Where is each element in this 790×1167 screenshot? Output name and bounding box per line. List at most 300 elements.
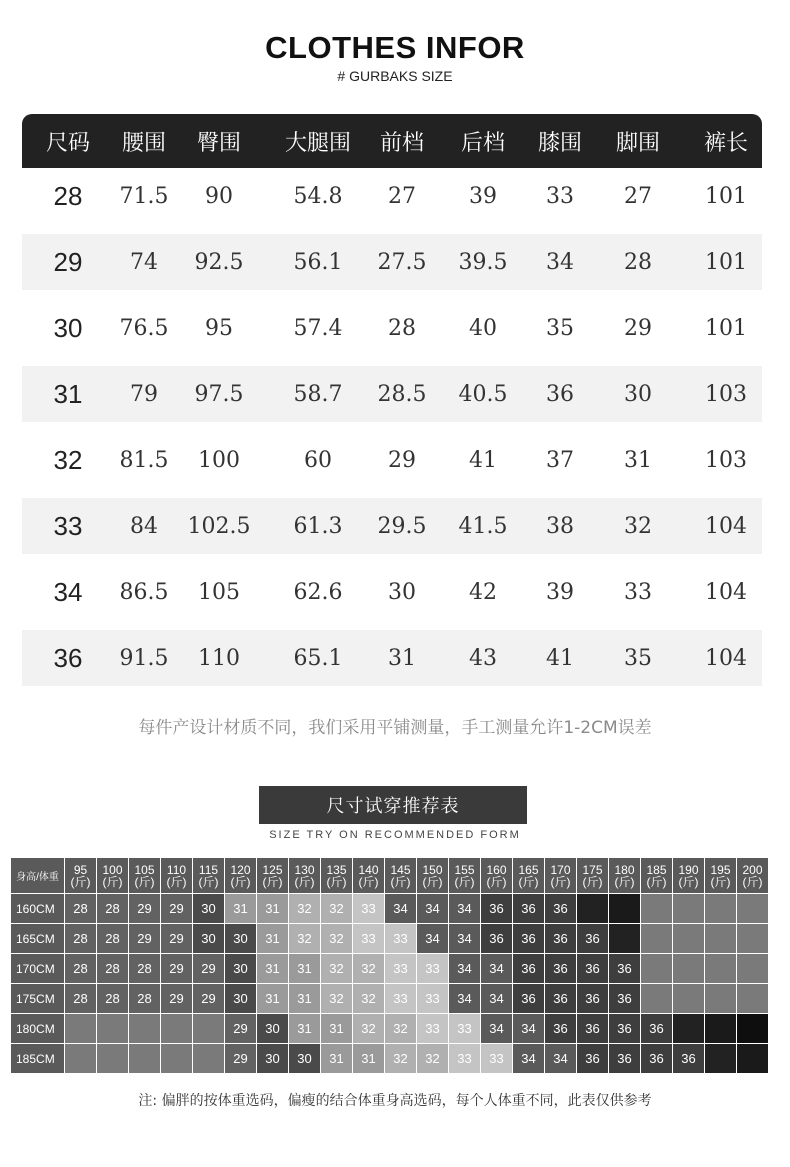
grid-cell: 31	[289, 1014, 321, 1044]
grid-cell	[673, 984, 705, 1014]
table-cell: 41.5	[458, 513, 508, 539]
table-cell: 33	[546, 183, 574, 209]
grid-cell: 36	[641, 1044, 673, 1074]
grid-cell	[641, 924, 673, 954]
grid-cell: 32	[353, 984, 385, 1014]
grid-cell: 36	[481, 894, 513, 924]
grid-cell: 29	[225, 1044, 257, 1074]
grid-cell: 30	[225, 924, 257, 954]
weight-header	[321, 858, 353, 894]
table-cell: 38	[546, 513, 574, 539]
table-cell: 29.5	[377, 513, 427, 539]
grid-cell: 32	[385, 1014, 417, 1044]
grid-cell	[65, 1044, 97, 1074]
grid-cell: 29	[161, 894, 193, 924]
size-label: 32	[53, 444, 83, 475]
page-subtitle: # GURBAKS SIZE	[337, 68, 453, 84]
table-cell: 61.3	[293, 513, 343, 539]
grid-cell	[129, 1014, 161, 1044]
grid-cell: 32	[353, 954, 385, 984]
table-cell: 81.5	[119, 447, 169, 473]
grid-cell: 31	[257, 954, 289, 984]
table-cell: 110	[198, 645, 240, 671]
grid-cell: 36	[545, 1014, 577, 1044]
grid-cell: 30	[225, 984, 257, 1014]
grid-cell: 32	[321, 954, 353, 984]
weight-header	[193, 858, 225, 894]
table-cell: 90	[205, 183, 233, 209]
grid-cell: 28	[129, 984, 161, 1014]
grid-cell	[641, 954, 673, 984]
weight-header	[257, 858, 289, 894]
grid-cell: 32	[385, 1044, 417, 1074]
weight-unit: (斤)	[198, 874, 219, 889]
weight-header	[289, 858, 321, 894]
grid-cell: 36	[577, 1014, 609, 1044]
grid-cell	[609, 924, 641, 954]
table-cell: 102.5	[187, 513, 251, 539]
grid-cell: 34	[449, 984, 481, 1014]
grid-cell: 32	[289, 894, 321, 924]
table-cell: 56.1	[293, 249, 343, 275]
grid-cell: 34	[449, 954, 481, 984]
column-header: 臀围	[196, 130, 241, 156]
height-label: 160CM	[11, 894, 65, 924]
weight-unit: (斤)	[294, 874, 315, 889]
grid-cell: 29	[225, 1014, 257, 1044]
table-cell: 71.5	[119, 183, 169, 209]
grid-cell: 31	[321, 1044, 353, 1074]
grid-cell: 33	[417, 954, 449, 984]
grid-cell: 31	[257, 984, 289, 1014]
grid-cell: 34	[385, 894, 417, 924]
size-label: 34	[53, 576, 83, 607]
weight-value: 140	[358, 862, 379, 877]
table-cell: 31	[388, 645, 416, 671]
table-cell: 40.5	[458, 381, 508, 407]
grid-cell: 33	[417, 1014, 449, 1044]
grid-cell: 34	[481, 1014, 513, 1044]
table-cell: 62.6	[293, 579, 343, 605]
weight-value: 135	[326, 862, 347, 877]
table-row	[22, 630, 762, 686]
grid-cell: 34	[513, 1014, 545, 1044]
grid-cell: 33	[385, 954, 417, 984]
grid-cell: 29	[129, 894, 161, 924]
weight-header	[513, 858, 545, 894]
grid-cell: 36	[609, 1044, 641, 1074]
grid-corner-label: 身高/体重	[11, 858, 65, 894]
size-table-header	[22, 114, 762, 168]
grid-cell: 32	[321, 924, 353, 954]
weight-header	[417, 858, 449, 894]
weight-value: 160	[486, 862, 507, 877]
grid-cell	[673, 1014, 705, 1044]
grid-cell: 34	[481, 984, 513, 1014]
table-cell: 30	[388, 579, 416, 605]
weight-header	[65, 858, 97, 894]
table-row	[22, 564, 762, 620]
table-cell: 27.5	[377, 249, 427, 275]
grid-cell: 36	[609, 1014, 641, 1044]
table-cell: 91.5	[119, 645, 169, 671]
table-cell: 76.5	[119, 315, 169, 341]
grid-cell: 31	[321, 1014, 353, 1044]
grid-cell: 32	[417, 1044, 449, 1074]
grid-cell: 28	[65, 954, 97, 984]
weight-value: 130	[294, 862, 315, 877]
grid-cell: 36	[577, 984, 609, 1014]
size-label: 30	[53, 312, 83, 343]
table-cell: 43	[469, 645, 497, 671]
grid-cell	[129, 1044, 161, 1074]
weight-unit: (斤)	[230, 874, 251, 889]
table-cell: 27	[388, 183, 416, 209]
table-cell: 104	[705, 513, 747, 539]
grid-cell	[97, 1044, 129, 1074]
grid-cell	[737, 924, 769, 954]
grid-cell: 34	[417, 894, 449, 924]
grid-cell: 31	[257, 894, 289, 924]
grid-cell: 34	[545, 1044, 577, 1074]
grid-cell: 36	[513, 984, 545, 1014]
grid-cell: 36	[673, 1044, 705, 1074]
grid-cell: 34	[449, 894, 481, 924]
grid-cell	[737, 1044, 769, 1074]
table-cell: 28	[388, 315, 416, 341]
grid-cell: 36	[545, 924, 577, 954]
weight-header	[353, 858, 385, 894]
grid-cell	[193, 1014, 225, 1044]
weight-value: 185	[646, 862, 667, 877]
weight-unit: (斤)	[742, 874, 763, 889]
grid-cell: 29	[193, 954, 225, 984]
grid-cell: 36	[609, 984, 641, 1014]
table-cell: 105	[198, 579, 240, 605]
grid-cell: 31	[353, 1044, 385, 1074]
weight-unit: (斤)	[582, 874, 603, 889]
grid-cell	[737, 984, 769, 1014]
grid-cell: 36	[545, 894, 577, 924]
grid-cell	[737, 1014, 769, 1044]
grid-cell: 36	[577, 1044, 609, 1074]
weight-unit: (斤)	[422, 874, 443, 889]
weight-header	[737, 858, 769, 894]
grid-cell	[161, 1014, 193, 1044]
grid-cell	[705, 894, 737, 924]
weight-header	[449, 858, 481, 894]
table-cell: 42	[469, 579, 497, 605]
weight-value: 195	[710, 862, 731, 877]
weight-value: 150	[422, 862, 443, 877]
table-cell: 101	[705, 183, 747, 209]
weight-unit: (斤)	[102, 874, 123, 889]
grid-cell: 29	[161, 924, 193, 954]
grid-cell	[641, 894, 673, 924]
page-title: CLOTHES INFOR	[265, 30, 525, 65]
weight-unit: (斤)	[486, 874, 507, 889]
grid-cell: 36	[577, 954, 609, 984]
weight-unit: (斤)	[518, 874, 539, 889]
table-row	[22, 498, 762, 554]
grid-cell	[705, 1014, 737, 1044]
height-label: 165CM	[11, 924, 65, 954]
weight-unit: (斤)	[646, 874, 667, 889]
table-cell: 57.4	[293, 315, 343, 341]
weight-unit: (斤)	[358, 874, 379, 889]
grid-cell	[737, 894, 769, 924]
column-header: 裤长	[703, 130, 748, 156]
table-cell: 65.1	[293, 645, 343, 671]
grid-cell	[705, 1044, 737, 1074]
table-cell: 101	[705, 249, 747, 275]
column-header: 脚围	[615, 130, 660, 156]
table-row	[22, 300, 762, 356]
size-label: 33	[53, 510, 83, 541]
grid-cell: 36	[513, 954, 545, 984]
weight-header	[161, 858, 193, 894]
weight-unit: (斤)	[262, 874, 283, 889]
weight-value: 110	[166, 862, 187, 877]
grid-cell: 33	[449, 1044, 481, 1074]
table-row	[22, 234, 762, 290]
table-cell: 28	[624, 249, 652, 275]
grid-cell: 33	[353, 894, 385, 924]
grid-cell: 33	[417, 984, 449, 1014]
weight-header	[225, 858, 257, 894]
weight-value: 200	[742, 862, 763, 877]
grid-cell: 34	[449, 924, 481, 954]
grid-cell: 34	[417, 924, 449, 954]
column-header: 尺码	[45, 130, 90, 156]
weight-value: 165	[518, 862, 539, 877]
weight-value: 180	[614, 862, 635, 877]
table-cell: 35	[624, 645, 652, 671]
table-cell: 33	[624, 579, 652, 605]
table-cell: 92.5	[194, 249, 244, 275]
recommend-subtitle: SIZE TRY ON RECOMMENDED FORM	[269, 829, 521, 841]
weight-value: 190	[678, 862, 699, 877]
grid-cell: 33	[353, 924, 385, 954]
weight-header	[609, 858, 641, 894]
weight-value: 145	[390, 862, 411, 877]
weight-unit: (斤)	[166, 874, 187, 889]
table-cell: 41	[546, 645, 574, 671]
table-cell: 29	[624, 315, 652, 341]
grid-cell: 36	[545, 984, 577, 1014]
grid-cell: 28	[97, 984, 129, 1014]
weight-header	[705, 858, 737, 894]
weight-unit: (斤)	[614, 874, 635, 889]
grid-cell: 33	[385, 924, 417, 954]
table-cell: 54.8	[293, 183, 343, 209]
table-cell: 74	[130, 249, 158, 275]
grid-cell	[577, 894, 609, 924]
grid-cell: 36	[609, 954, 641, 984]
table-cell: 29	[388, 447, 416, 473]
grid-cell	[97, 1014, 129, 1044]
grid-cell: 30	[225, 954, 257, 984]
table-cell: 101	[705, 315, 747, 341]
table-cell: 58.7	[293, 381, 343, 407]
table-cell: 97.5	[194, 381, 244, 407]
weight-header	[577, 858, 609, 894]
grid-cell: 28	[65, 894, 97, 924]
table-cell: 104	[705, 579, 747, 605]
grid-cell: 29	[129, 924, 161, 954]
table-cell: 35	[546, 315, 574, 341]
grid-cell: 29	[161, 984, 193, 1014]
grid-cell: 30	[193, 894, 225, 924]
height-label: 185CM	[11, 1044, 65, 1074]
weight-unit: (斤)	[710, 874, 731, 889]
weight-header	[97, 858, 129, 894]
table-cell: 41	[469, 447, 497, 473]
grid-cell	[705, 954, 737, 984]
weight-unit: (斤)	[134, 874, 155, 889]
table-cell: 104	[705, 645, 747, 671]
grid-cell: 30	[257, 1014, 289, 1044]
grid-cell	[737, 954, 769, 984]
grid-cell	[705, 984, 737, 1014]
table-cell: 60	[304, 447, 332, 473]
grid-cell: 28	[65, 924, 97, 954]
table-cell: 32	[624, 513, 652, 539]
table-cell: 34	[546, 249, 574, 275]
column-header: 前档	[379, 130, 424, 156]
weight-value: 170	[550, 862, 571, 877]
measurement-note: 每件产设计材质不同，我们采用平铺测量，手工测量允许1-2CM误差	[138, 718, 652, 738]
table-cell: 36	[546, 381, 574, 407]
weight-unit: (斤)	[550, 874, 571, 889]
grid-cell: 28	[97, 924, 129, 954]
table-cell: 79	[130, 381, 158, 407]
grid-cell: 28	[65, 984, 97, 1014]
grid-cell: 32	[353, 1014, 385, 1044]
height-label: 175CM	[11, 984, 65, 1014]
weight-value: 155	[454, 862, 475, 877]
recommend-grid	[11, 858, 777, 1076]
column-header: 后档	[460, 130, 505, 156]
grid-cell: 28	[97, 894, 129, 924]
grid-cell: 32	[321, 984, 353, 1014]
size-table-body	[22, 168, 762, 686]
grid-cell	[161, 1044, 193, 1074]
weight-value: 100	[102, 862, 123, 877]
table-cell: 86.5	[119, 579, 169, 605]
grid-cell: 32	[289, 924, 321, 954]
table-cell: 30	[624, 381, 652, 407]
grid-cell: 34	[513, 1044, 545, 1074]
grid-cell	[641, 984, 673, 1014]
table-cell: 84	[130, 513, 158, 539]
column-header: 大腿围	[284, 130, 351, 156]
grid-cell: 31	[289, 984, 321, 1014]
grid-cell	[65, 1014, 97, 1044]
grid-cell: 28	[129, 954, 161, 984]
size-label: 31	[53, 378, 83, 409]
weight-value: 120	[230, 862, 251, 877]
footer-note: 注: 偏胖的按体重选码，偏瘦的结合体重身高选码，每个人体重不同，此表仅供参考	[138, 1093, 652, 1109]
grid-cell: 30	[193, 924, 225, 954]
size-label: 29	[53, 246, 83, 277]
table-cell: 39	[469, 183, 497, 209]
recommend-title: 尺寸试穿推荐表	[259, 786, 527, 824]
grid-cell	[609, 894, 641, 924]
grid-cell: 29	[161, 954, 193, 984]
grid-cell	[705, 924, 737, 954]
grid-cell: 31	[257, 924, 289, 954]
grid-cell: 36	[513, 924, 545, 954]
weight-value: 175	[582, 862, 603, 877]
column-header: 腰围	[121, 130, 166, 156]
weight-unit: (斤)	[70, 874, 91, 889]
grid-cell: 33	[449, 1014, 481, 1044]
height-label: 170CM	[11, 954, 65, 984]
grid-cell: 31	[289, 954, 321, 984]
weight-value: 115	[198, 862, 219, 877]
grid-cell: 36	[577, 924, 609, 954]
grid-cell: 36	[641, 1014, 673, 1044]
weight-unit: (斤)	[678, 874, 699, 889]
size-table	[22, 114, 762, 686]
grid-cell: 33	[481, 1044, 513, 1074]
size-label: 28	[53, 180, 83, 211]
table-row	[22, 366, 762, 422]
grid-cell: 33	[385, 984, 417, 1014]
grid-cell: 29	[193, 984, 225, 1014]
grid-cell: 28	[97, 954, 129, 984]
weight-header	[385, 858, 417, 894]
grid-cell: 36	[481, 924, 513, 954]
grid-cell: 36	[545, 954, 577, 984]
table-row	[22, 168, 762, 224]
grid-cell	[673, 894, 705, 924]
weight-header	[129, 858, 161, 894]
grid-cell: 31	[225, 894, 257, 924]
grid-cell: 36	[513, 894, 545, 924]
grid-cell	[673, 954, 705, 984]
grid-cell	[193, 1044, 225, 1074]
weight-unit: (斤)	[326, 874, 347, 889]
weight-value: 125	[262, 862, 283, 877]
weight-header	[673, 858, 705, 894]
size-label: 36	[53, 642, 83, 673]
grid-cell: 30	[289, 1044, 321, 1074]
table-cell: 37	[546, 447, 574, 473]
table-cell: 100	[198, 447, 240, 473]
weight-header	[641, 858, 673, 894]
grid-cell	[673, 924, 705, 954]
weight-unit: (斤)	[454, 874, 475, 889]
table-row	[22, 432, 762, 488]
weight-header	[481, 858, 513, 894]
table-cell: 28.5	[377, 381, 427, 407]
weight-header	[545, 858, 577, 894]
weight-unit: (斤)	[390, 874, 411, 889]
table-cell: 31	[624, 447, 652, 473]
grid-cell: 30	[257, 1044, 289, 1074]
table-cell: 39	[546, 579, 574, 605]
grid-cell: 34	[481, 954, 513, 984]
table-cell: 95	[205, 315, 233, 341]
table-cell: 27	[624, 183, 652, 209]
weight-value: 95	[73, 862, 88, 877]
height-label: 180CM	[11, 1014, 65, 1044]
weight-value: 105	[134, 862, 155, 877]
table-cell: 103	[705, 381, 747, 407]
table-cell: 40	[469, 315, 497, 341]
